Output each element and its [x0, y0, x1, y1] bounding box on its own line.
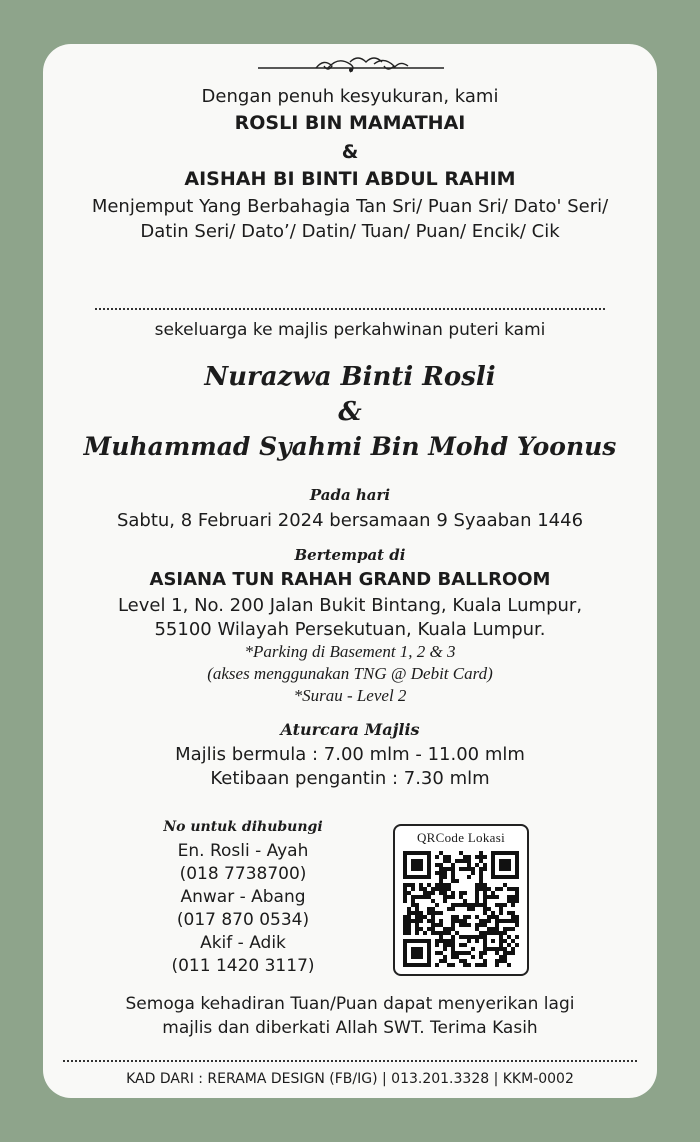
footer-credit: KAD DARI : RERAMA DESIGN (FB/IG) | 013.201.3328 | KKM-0002: [126, 1071, 574, 1087]
groom-name: Muhammad Syahmi Bin Mohd Yoonus: [83, 432, 617, 461]
day-heading: Pada hari: [309, 486, 391, 504]
host-ampersand: &: [341, 141, 359, 163]
bride-name: Nurazwa Binti Rosli: [204, 362, 496, 392]
program-arrival: Ketibaan pengantin : 7.30 mlm: [210, 768, 490, 789]
address-line-1: Level 1, No. 200 Jalan Bukit Bintang, Kuala Lumpur,: [117, 595, 583, 616]
guest-name-blank: [95, 308, 605, 310]
host-father-name: ROSLI BIN MAMATHAI: [234, 112, 466, 134]
venue-heading: Bertempat di: [294, 546, 406, 564]
date-line: Sabtu, 8 Februari 2024 bersamaan 9 Syaaban 1446: [116, 510, 584, 531]
contact-name-1: En. Rosli - Ayah: [177, 841, 309, 861]
host-mother-name: AISHAH BI BINTI ABDUL RAHIM: [184, 168, 516, 190]
family-line: sekeluarga ke majlis perkahwinan puteri kami: [154, 320, 546, 340]
parking-note: *Parking di Basement 1, 2 & 3: [244, 642, 456, 661]
qr-location-box[interactable]: [393, 824, 529, 976]
contact-name-2: Anwar - Abang: [180, 887, 306, 907]
greeting-text: Dengan penuh kesyukuran, kami: [201, 86, 499, 107]
contact-name-3: Akif - Adik: [200, 933, 286, 953]
invite-line-1: Menjemput Yang Berbahagia Tan Sri/ Puan Sri/ Dato' Seri/: [91, 196, 609, 217]
ornament-divider-icon: [258, 54, 444, 80]
qr-code-icon[interactable]: [403, 851, 519, 967]
program-start: Majlis bermula : 7.00 mlm - 11.00 mlm: [175, 744, 525, 765]
closing-line-2: majlis dan diberkati Allah SWT. Terima Kasih: [162, 1018, 538, 1038]
program-heading: Aturcara Majlis: [280, 720, 420, 739]
contact-heading: No untuk dihubungi: [163, 819, 323, 835]
address-line-2: 55100 Wilayah Persekutuan, Kuala Lumpur.: [154, 619, 546, 640]
contact-phone-2: (017 870 0534): [176, 910, 310, 930]
qr-label: QRCode Lokasi: [416, 830, 506, 845]
invite-line-2: Datin Seri/ Dato’/ Datin/ Tuan/ Puan/ Encik/ Cik: [140, 221, 560, 242]
footer-divider: [63, 1060, 637, 1062]
surau-note: *Surau - Level 2: [293, 686, 407, 705]
parking-access-note: (akses menggunakan TNG @ Debit Card): [207, 664, 493, 683]
contact-phone-3: (011 1420 3117): [171, 956, 315, 976]
venue-name: ASIANA TUN RAHAH GRAND BALLROOM: [149, 569, 551, 590]
invitation-card: [43, 44, 657, 1098]
contact-phone-1: (018 7738700): [179, 864, 307, 884]
couple-ampersand: &: [338, 397, 362, 427]
closing-line-1: Semoga kehadiran Tuan/Puan dapat menyerikan lagi: [125, 994, 575, 1014]
